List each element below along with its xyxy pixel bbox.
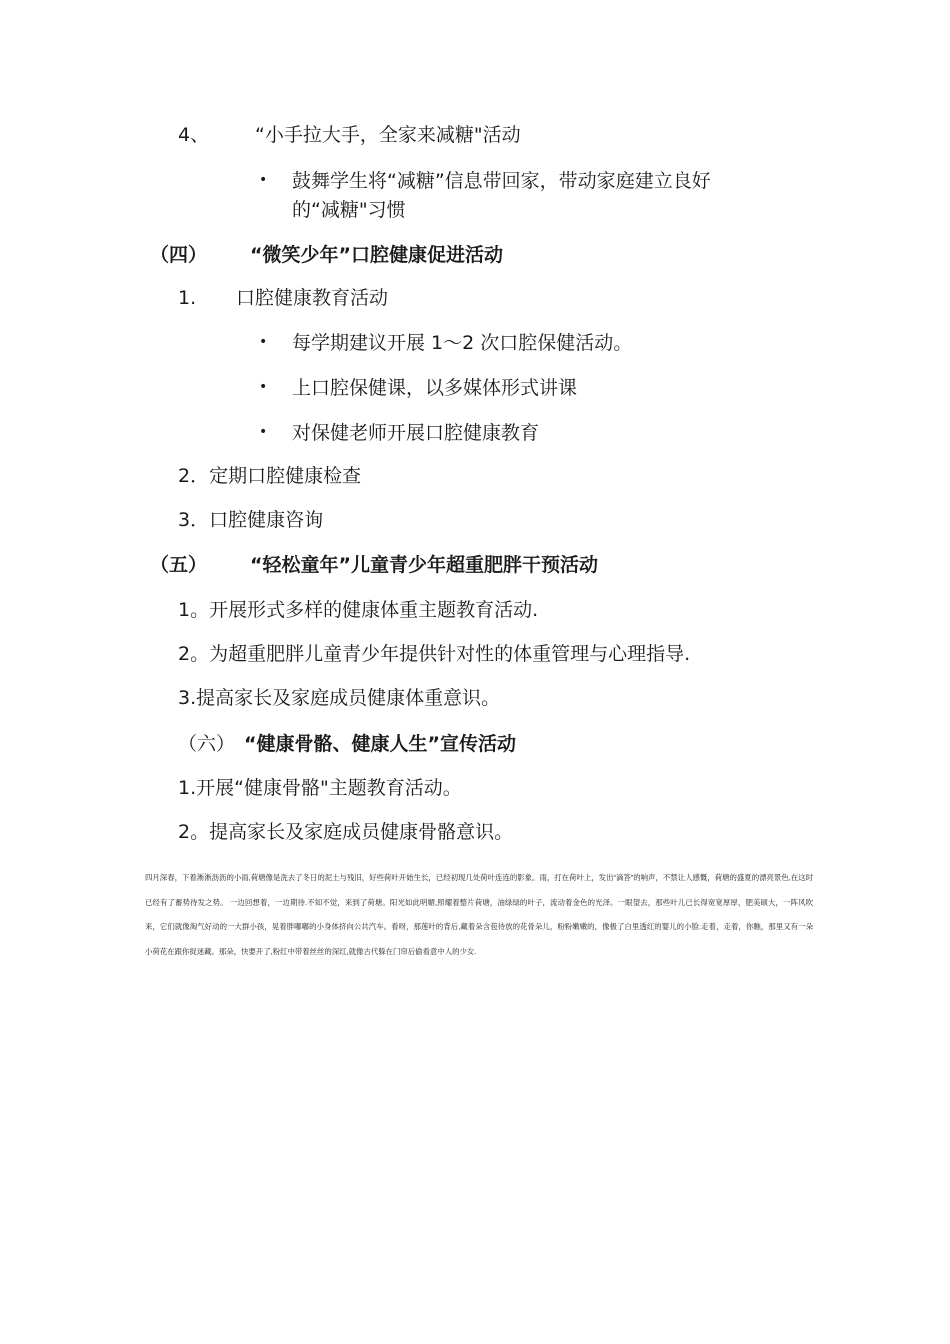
section4-item1-title: 口腔健康教育活动 [236, 287, 389, 309]
section4-title: “微笑少年”口腔健康促进活动 [250, 244, 503, 266]
section4-bullet: 对保健老师开展口腔健康教育 [292, 422, 540, 444]
section6-number: （六） [178, 733, 236, 755]
section4-item1-number: 1. [178, 287, 197, 309]
bullet-icon: • [259, 379, 268, 395]
section5-title: “轻松童年”儿童青少年超重肥胖干预活动 [250, 554, 598, 576]
item4-bullet-line1: 鼓舞学生将“减糖”信息带回家，带动家庭建立良好 [292, 170, 711, 192]
section6-item: 1.开展“健康骨骼"主题教育活动。 [178, 777, 462, 799]
section6-title: “健康骨骼、健康人生”宣传活动 [244, 733, 516, 755]
item4-bullet-line2: 的“减糖"习惯 [292, 199, 406, 221]
section4-item3: 3．口腔健康咨询 [178, 509, 324, 531]
section5-number: （五） [150, 554, 208, 576]
item4-title: “小手拉大手，全家来减糖"活动 [255, 124, 521, 146]
section4-item2: 2．定期口腔健康检查 [178, 465, 362, 487]
section4-bullet: 每学期建议开展 1～2 次口腔保健活动。 [292, 332, 633, 354]
section6-item: 2。提高家长及家庭成员健康骨骼意识。 [178, 821, 514, 843]
item4-number: 4、 [178, 124, 210, 146]
bullet-icon: • [259, 424, 268, 440]
section4-number: （四） [150, 244, 208, 266]
section5-item: 3.提高家长及家庭成员健康体重意识。 [178, 687, 501, 709]
bullet-icon: • [259, 172, 268, 188]
bullet-icon: • [259, 334, 268, 350]
footer-paragraph: 四月深春，下着淅淅沥沥的小雨,荷塘像是洗去了冬日的泥土与残旧，好些荷叶开始生长，已经初现几处荷叶连连的影象。雨，打在荷叶上，发出“滴答”的响声，不禁让人感慨，荷塘的盛夏的漂亮景色,在这时已经有了蓄势待发之势。 一边回想着，一边期待.不知不觉，来到了荷塘。阳光如此明媚,照耀着整片荷塘，油绿绿的叶子，流动着金色的光泽。一眼望去，那些叶儿已长得宽宽厚厚，肥美硕大，一阵风吹来，它们就像淘气好动的一大群小孩，晃着胖嘟嘟的小身体挤向公共汽车。看呀，那莲叶的背后,藏着朵含苞待放的花骨朵儿，粉粉嫩嫩的，像极了白里透红的婴儿的小脸.走着，走着，你瞧，那里又有一朵小荷花在跟你捉迷藏。那朵，快要开了,粉红中带着丝丝的深红,就像古代躲在门帘后偷看意中人的少女. [145, 873, 813, 956]
section5-item: 1。开展形式多样的健康体重主题教育活动. [178, 599, 539, 621]
section5-item: 2。为超重肥胖儿童青少年提供针对性的体重管理与心理指导. [178, 643, 691, 665]
section4-bullet: 上口腔保健课，以多媒体形式讲课 [292, 377, 578, 399]
